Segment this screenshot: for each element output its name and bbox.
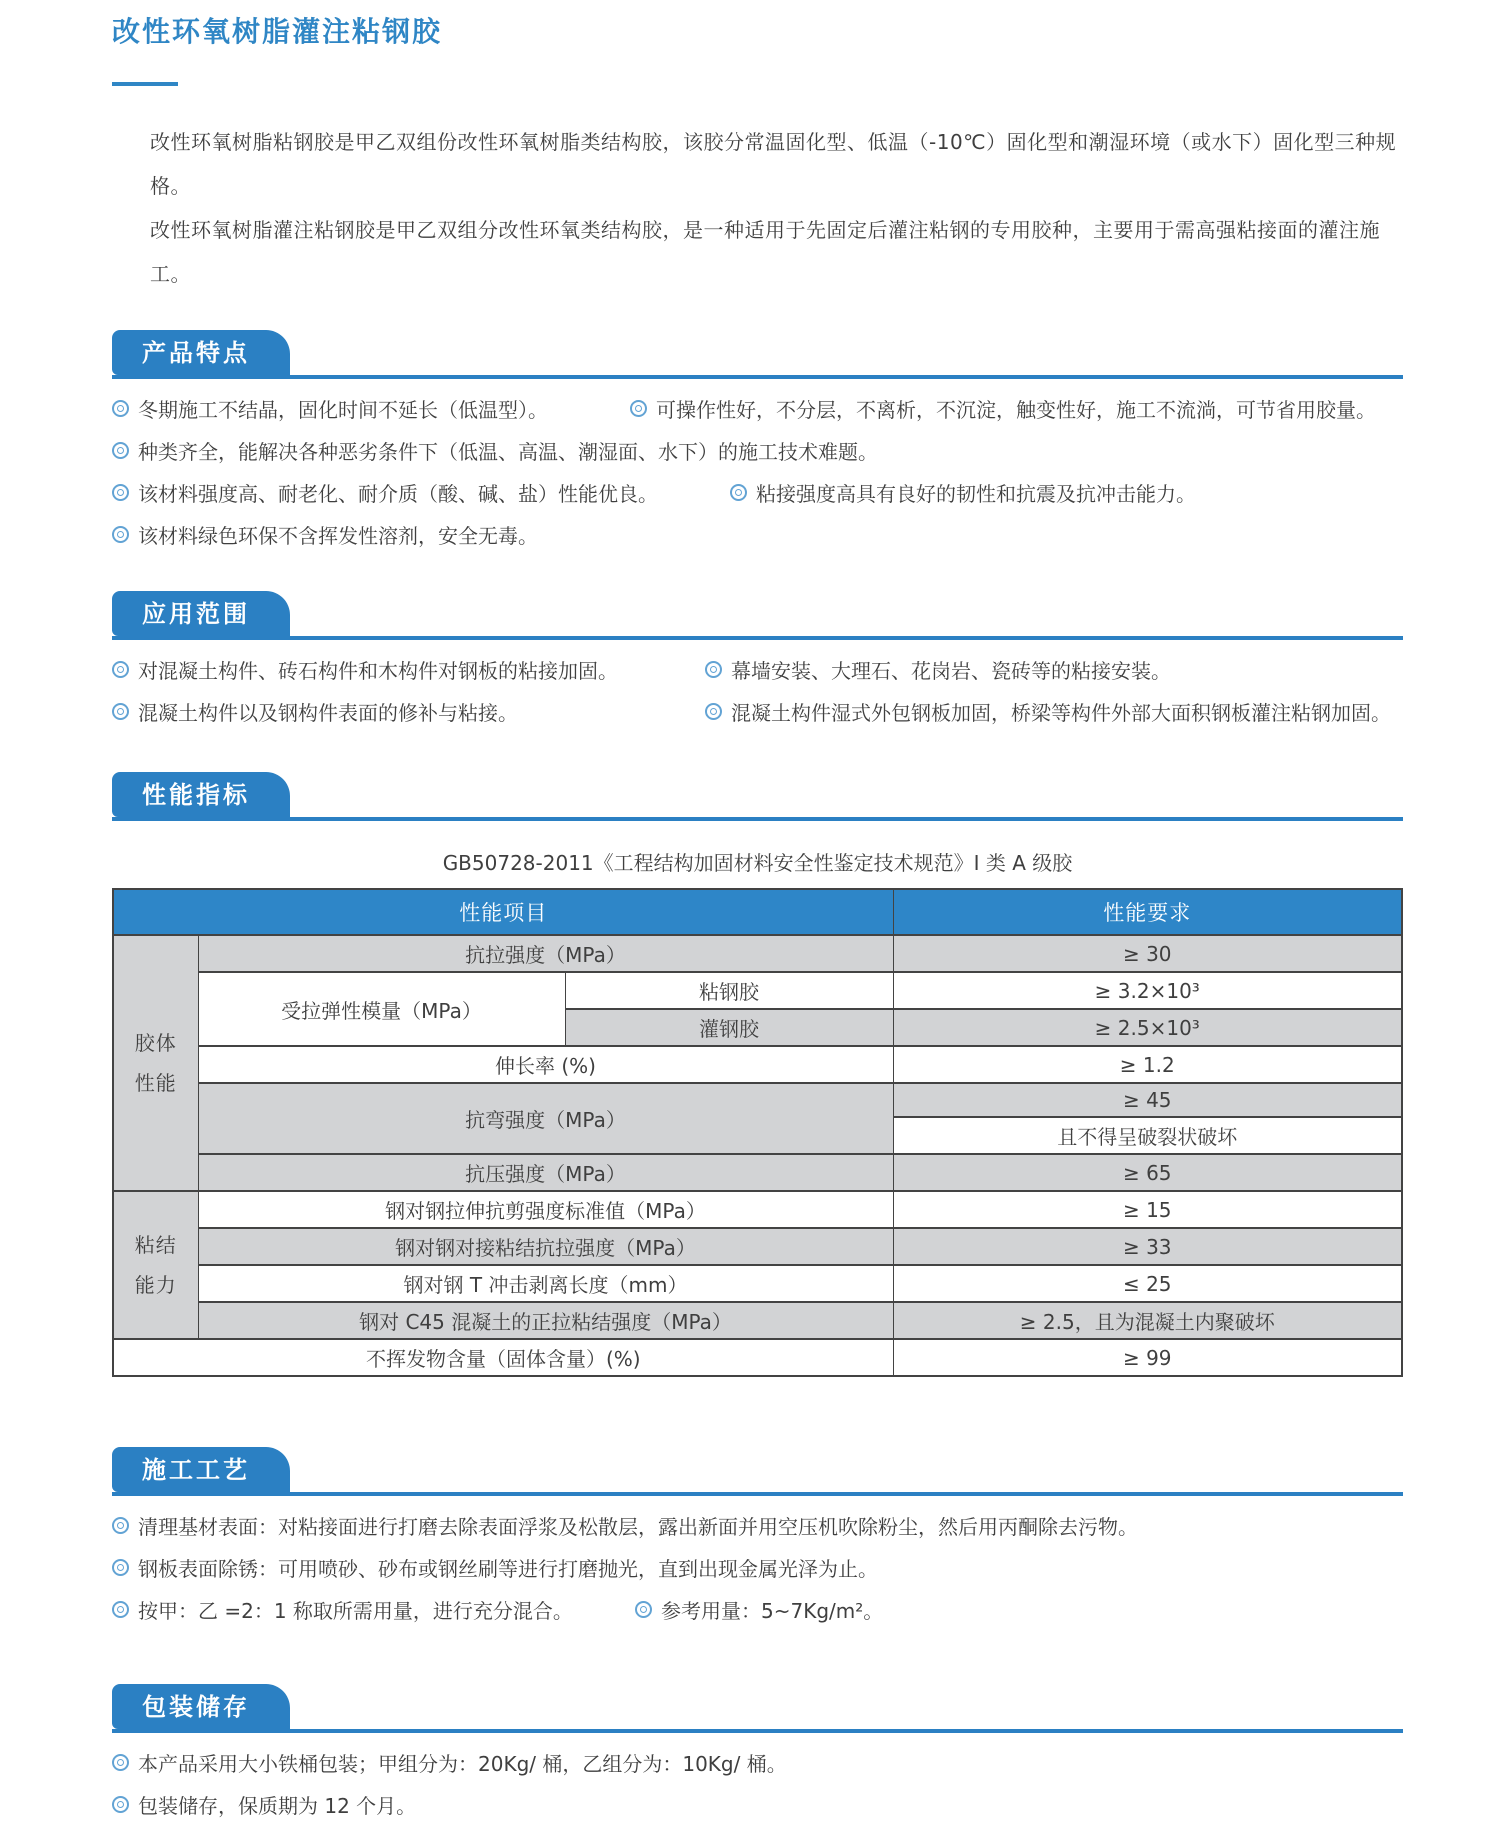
table-row <box>113 935 1402 972</box>
intro-block <box>112 120 1403 296</box>
bullet-row <box>112 696 1403 730</box>
section-packaging <box>112 1684 1403 1823</box>
list-item <box>112 1510 1138 1544</box>
item-cell: 抗压强度（MPa） <box>198 1154 893 1191</box>
bullet-text: 参考用量：5~7Kg/m²。 <box>661 1599 884 1623</box>
item-cell: 钢对钢 T 冲击剥离长度（mm） <box>198 1265 893 1302</box>
bullet-text: 清理基材表面：对粘接面进行打磨去除表面浮浆及松散层，露出新面并用空压机吹除粉尘，然后用丙酮除去污物。 <box>138 1515 1138 1539</box>
intro-paragraph: 改性环氧树脂粘钢胶是甲乙双组份改性环氧树脂类结构胶，该胶分常温固化型、低温（-10℃）固化型和潮湿环境（或水下）固化型三种规格。 <box>150 130 1397 198</box>
section-performance <box>112 772 1403 1377</box>
bullet-row <box>112 1789 1403 1823</box>
list-item <box>705 654 1171 688</box>
list-item <box>705 696 1391 730</box>
bullet-text: 对混凝土构件、砖石构件和木构件对钢板的粘接加固。 <box>138 659 618 683</box>
table-row <box>113 1191 1402 1228</box>
sub-item-cell: 灌钢胶 <box>565 1009 893 1046</box>
requirement-cell: ≥ 15 <box>893 1191 1402 1228</box>
page-title: 改性环氧树脂灌注粘钢胶 <box>112 15 443 48</box>
column-header-requirement: 性能要求 <box>893 889 1402 935</box>
performance-table <box>112 888 1403 1377</box>
bullet-row <box>112 1594 1403 1628</box>
bullet-row <box>112 1552 1403 1586</box>
list-item <box>112 1594 635 1628</box>
table-row <box>113 1339 1402 1376</box>
list-item <box>112 477 730 511</box>
bullseye-bullet-icon <box>630 400 647 417</box>
requirement-cell: ≥ 2.5，且为混凝土内聚破坏 <box>893 1302 1402 1339</box>
list-item <box>112 1789 416 1823</box>
list-item <box>112 519 538 553</box>
item-cell: 抗弯强度（MPa） <box>198 1083 893 1154</box>
features-list <box>112 393 1403 553</box>
section-header-bar <box>112 1447 1403 1496</box>
bullseye-bullet-icon <box>112 1559 129 1576</box>
section-header-bar <box>112 1684 1403 1733</box>
list-item <box>112 435 878 469</box>
column-header-item: 性能项目 <box>113 889 893 935</box>
bullet-text: 按甲：乙 =2：1 称取所需用量，进行充分混合。 <box>138 1599 573 1623</box>
table-row <box>113 972 1402 1009</box>
bullet-text: 该材料绿色环保不含挥发性溶剂，安全无毒。 <box>138 524 538 548</box>
bullet-text: 可操作性好，不分层，不离析，不沉淀，触变性好，施工不流淌，可节省用胶量。 <box>656 398 1376 422</box>
bullseye-bullet-icon <box>112 442 129 459</box>
bullseye-bullet-icon <box>112 526 129 543</box>
bullseye-bullet-icon <box>112 1517 129 1534</box>
applications-list <box>112 654 1403 730</box>
bullseye-bullet-icon <box>112 1601 129 1618</box>
list-item <box>630 393 1376 427</box>
intro-paragraph: 改性环氧树脂灌注粘钢胶是甲乙双组分改性环氧类结构胶，是一种适用于先固定后灌注粘钢的专用胶种，主要用于需高强粘接面的灌注施工。 <box>150 218 1380 286</box>
item-cell: 钢对 C45 混凝土的正拉粘结强度（MPa） <box>198 1302 893 1339</box>
table-header-row <box>113 889 1402 935</box>
item-cell: 钢对钢对接粘结抗拉强度（MPa） <box>198 1228 893 1265</box>
table-caption: GB50728-2011《工程结构加固材料安全性鉴定技术规范》I 类 A 级胶 <box>442 851 1073 875</box>
list-item <box>112 1552 878 1586</box>
section-applications <box>112 591 1403 730</box>
bullet-text: 混凝土构件湿式外包钢板加固，桥梁等构件外部大面积钢板灌注粘钢加固。 <box>731 701 1391 725</box>
requirement-cell: ≥ 30 <box>893 935 1402 972</box>
list-item <box>635 1594 883 1628</box>
requirement-cell: ≥ 2.5×10³ <box>893 1009 1402 1046</box>
section-header-bar <box>112 591 1403 640</box>
bullet-text: 粘接强度高具有良好的韧性和抗震及抗冲击能力。 <box>756 482 1196 506</box>
requirement-cell: ≥ 65 <box>893 1154 1402 1191</box>
section-title-badge: 包装储存 <box>112 1684 290 1729</box>
list-item <box>112 1747 787 1781</box>
table-row <box>113 1083 1402 1117</box>
item-cell: 伸长率 (%) <box>198 1046 893 1083</box>
table-row <box>113 1265 1402 1302</box>
requirement-cell: ≥ 3.2×10³ <box>893 972 1402 1009</box>
list-item <box>112 654 705 688</box>
section-features <box>112 330 1403 553</box>
table-row <box>113 1302 1402 1339</box>
bullet-text: 包装储存，保质期为 12 个月。 <box>138 1794 417 1818</box>
bullseye-bullet-icon <box>705 703 722 720</box>
requirement-cell: ≥ 33 <box>893 1228 1402 1265</box>
bullseye-bullet-icon <box>635 1601 652 1618</box>
bullet-text: 本产品采用大小铁桶包装；甲组分为：20Kg/ 桶，乙组分为：10Kg/ 桶。 <box>138 1752 787 1776</box>
bullet-row <box>112 477 1403 511</box>
title-underline-divider <box>112 82 178 86</box>
requirement-cell: ≤ 25 <box>893 1265 1402 1302</box>
section-title-badge: 产品特点 <box>112 330 290 375</box>
bullseye-bullet-icon <box>112 1796 129 1813</box>
section-construction <box>112 1447 1403 1628</box>
bullseye-bullet-icon <box>112 703 129 720</box>
bullseye-bullet-icon <box>112 661 129 678</box>
bullet-text: 种类齐全，能解决各种恶劣条件下（低温、高温、潮湿面、水下）的施工技术难题。 <box>138 440 878 464</box>
bullet-row <box>112 393 1403 427</box>
table-row <box>113 1154 1402 1191</box>
requirement-cell: ≥ 45 <box>893 1083 1402 1117</box>
list-item <box>112 696 705 730</box>
bullet-text: 该材料强度高、耐老化、耐介质（酸、碱、盐）性能优良。 <box>138 482 658 506</box>
requirement-cell: 且不得呈破裂状破坏 <box>893 1117 1402 1154</box>
table-row <box>113 1046 1402 1083</box>
list-item <box>730 477 1196 511</box>
bullet-row <box>112 1510 1403 1544</box>
bullseye-bullet-icon <box>112 400 129 417</box>
section-title-badge: 应用范围 <box>112 591 290 636</box>
item-cell: 受拉弹性模量（MPa） <box>198 972 565 1046</box>
bullet-text: 幕墙安装、大理石、花岗岩、瓷砖等的粘接安装。 <box>731 659 1171 683</box>
section-header-bar <box>112 772 1403 821</box>
bullseye-bullet-icon <box>112 1754 129 1771</box>
bullseye-bullet-icon <box>112 484 129 501</box>
bullet-row <box>112 654 1403 688</box>
section-title-badge: 施工工艺 <box>112 1447 290 1492</box>
sub-item-cell: 粘钢胶 <box>565 972 893 1009</box>
bullet-row <box>112 1747 1403 1781</box>
bullet-text: 混凝土构件以及钢构件表面的修补与粘接。 <box>138 701 518 725</box>
item-cell: 抗拉强度（MPa） <box>198 935 893 972</box>
packaging-list <box>112 1747 1403 1823</box>
table-row <box>113 1228 1402 1265</box>
construction-list <box>112 1510 1403 1628</box>
requirement-cell: ≥ 1.2 <box>893 1046 1402 1083</box>
bullseye-bullet-icon <box>730 484 747 501</box>
list-item <box>112 393 630 427</box>
item-cell: 钢对钢拉伸抗剪强度标准值（MPa） <box>198 1191 893 1228</box>
group-label-cell: 胶体性能 <box>113 935 198 1191</box>
section-title-badge: 性能指标 <box>112 772 290 817</box>
bullseye-bullet-icon <box>705 661 722 678</box>
group-label-cell: 粘结能力 <box>113 1191 198 1339</box>
item-cell: 不挥发物含量（固体含量）(%) <box>113 1339 893 1376</box>
section-header-bar <box>112 330 1403 379</box>
bullet-row <box>112 519 1403 553</box>
requirement-cell: ≥ 99 <box>893 1339 1402 1376</box>
bullet-text: 钢板表面除锈：可用喷砂、砂布或钢丝刷等进行打磨抛光，直到出现金属光泽为止。 <box>138 1557 878 1581</box>
bullet-row <box>112 435 1403 469</box>
bullet-text: 冬期施工不结晶，固化时间不延长（低温型）。 <box>138 398 548 422</box>
